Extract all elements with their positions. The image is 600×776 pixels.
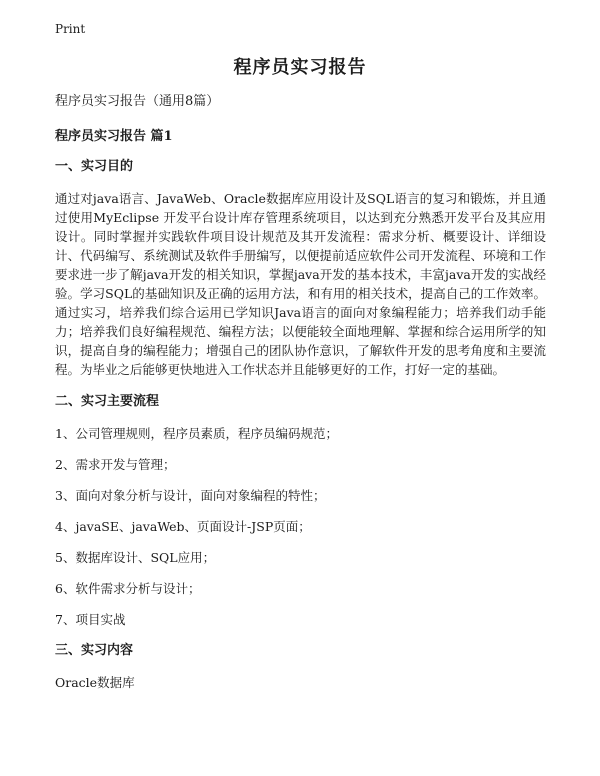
list-item: 6、软件需求分析与设计； xyxy=(55,581,201,596)
list-item: 3、面向对象分析与设计，面向对象编程的特性； xyxy=(55,488,326,503)
print-link[interactable]: Print xyxy=(55,22,86,36)
document-subtitle: 程序员实习报告（通用8篇） xyxy=(55,94,220,109)
content-text: Oracle数据库 xyxy=(55,675,135,690)
goal-paragraph: 通过对java语言、JavaWeb、Oracle数据库应用设计及SQL语言的复习和锻炼，并且通过使用MyEclipse 开发平台设计库存管理系统项目，以达到充分熟悉开发平台及其应用设计。同时掌握并实践软件项目设计规范及其开发流程：需求分析、概要设计、详细设计、代码编写、系统测试及软件手册编写，以便提前适应软件公司开发流程、环境和工作要求进一步了解java开发的相关知识，掌握java开发的基本技术，丰富java开发的实战经验。学习SQL的基础知识及正确的运用方法，和有用的相关技术，提高自己的工作效率。通过实习，培养我们综合运用已学知识Java语言的面向对象编程能力；培养我们动手能力；培养我们良好编程规范、编程方法；以便能较全面地理解、掌握和综合运用所学的知识，提高自身的编程能力；增强自己的团队协作意识，了解软件开发的思考角度和主要流程。为毕业之后能够更快地进入工作状态并且能够更好的工作，打好一定的基础。 xyxy=(55,191,546,377)
list-item: 1、公司管理规则，程序员素质，程序员编码规范； xyxy=(55,426,338,441)
page-title: 程序员实习报告 xyxy=(233,57,367,78)
list-item: 5、数据库设计、SQL应用； xyxy=(55,550,216,565)
section-heading-process: 二、实习主要流程 xyxy=(55,394,160,409)
list-item: 2、需求开发与管理； xyxy=(55,457,176,472)
section-heading-goal: 一、实习目的 xyxy=(55,159,134,174)
section-heading-content: 三、实习内容 xyxy=(55,643,134,658)
list-item: 7、项目实战 xyxy=(55,612,126,627)
process-list xyxy=(55,424,546,629)
article-heading: 程序员实习报告 篇1 xyxy=(55,129,173,144)
list-item: 4、javaSE、javaWeb、页面设计-JSP页面； xyxy=(55,519,311,534)
document-body xyxy=(55,92,546,692)
